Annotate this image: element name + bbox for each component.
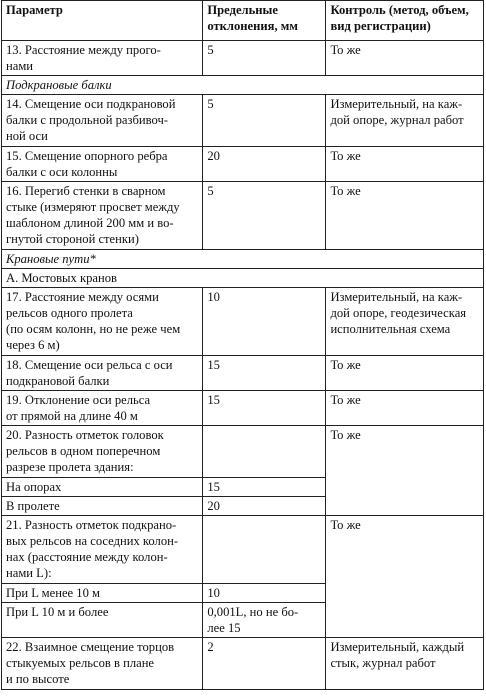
row22-ctrl: Измерительный, каждый стык, журнал работ [326, 638, 484, 690]
section-crane-tracks: Крановые пути* [2, 250, 484, 269]
row16-param: 16. Перегиб стенки в сварном стыке (измеряют просвет между шаблоном длиной 200 мм и во- гнутой стороной стенки) [2, 182, 203, 250]
section-crane-beams: Подкрановые балки [2, 76, 484, 95]
row13-dev: 5 [203, 41, 326, 76]
table-row [2, 288, 484, 356]
table-row [2, 95, 484, 147]
row21-ctrl: То же [326, 516, 484, 638]
section-row [2, 269, 484, 288]
row14-ctrl: Измерительный, на каж- дой опоре, журнал работ [326, 95, 484, 147]
row13-ctrl: То же [326, 41, 484, 76]
row20-param: 20. Разность отметок головок рельсов в одном поперечном разрезе пролета здания: [2, 426, 203, 478]
row21a-param: При L менее 10 м [2, 584, 203, 603]
row20b-param: В пролете [2, 497, 203, 516]
row22-param: 22. Взаимное смещение торцов стыкуемых рельсов в плане и по высоте [2, 638, 203, 690]
row18-ctrl: То же [326, 356, 484, 391]
row17-ctrl: Измерительный, на каж- дой опоре, геодезическая исполнительная схема [326, 288, 484, 356]
row15-dev: 20 [203, 147, 326, 182]
row20-dev [203, 426, 326, 478]
row20a-dev: 15 [203, 478, 326, 497]
row22-dev: 2 [203, 638, 326, 690]
tolerance-table [1, 0, 484, 690]
table-row [2, 41, 484, 76]
table-row [2, 516, 484, 584]
row20a-param: На опорах [2, 478, 203, 497]
row19-dev: 15 [203, 391, 326, 426]
row19-param: 19. Отклонение оси рельса от прямой на длине 40 м [2, 391, 203, 426]
table-row [2, 391, 484, 426]
header-deviations: Предельные отклонения, мм [203, 1, 326, 41]
table-header-row [2, 1, 484, 41]
section-row [2, 76, 484, 95]
table-row [2, 426, 484, 478]
header-parameter: Параметр [2, 1, 203, 41]
row13-param: 13. Расстояние между прого- нами [2, 41, 203, 76]
row14-param: 14. Смещение оси подкрановой балки с продольной разбивоч- ной оси [2, 95, 203, 147]
row20b-dev: 20 [203, 497, 326, 516]
row19-ctrl: То же [326, 391, 484, 426]
row20-ctrl: То же [326, 426, 484, 516]
table-row [2, 356, 484, 391]
row21b-param: При L 10 м и более [2, 603, 203, 638]
section-row [2, 250, 484, 269]
row21b-dev: 0,001L, но не бо- лее 15 [203, 603, 326, 638]
row21-param: 21. Разность отметок подкрано- вых рельсов на соседних колон- нах (расстояние между колон- нами L): [2, 516, 203, 584]
row16-dev: 5 [203, 182, 326, 250]
table-row [2, 638, 484, 690]
row18-dev: 15 [203, 356, 326, 391]
subsection-bridge-cranes: А. Мостовых кранов [2, 269, 484, 288]
row17-dev: 10 [203, 288, 326, 356]
row17-param: 17. Расстояние между осями рельсов одного пролета (по осям колонн, но не реже чем через 6 м) [2, 288, 203, 356]
row18-param: 18. Смещение оси рельса с оси подкрановой балки [2, 356, 203, 391]
row21-dev [203, 516, 326, 584]
header-control: Контроль (метод, объем, вид регистрации) [326, 1, 484, 41]
row15-param: 15. Смещение опорного ребра балки с оси колонны [2, 147, 203, 182]
row21a-dev: 10 [203, 584, 326, 603]
row15-ctrl: То же [326, 147, 484, 182]
table-row [2, 147, 484, 182]
row14-dev: 5 [203, 95, 326, 147]
row16-ctrl: То же [326, 182, 484, 250]
table-row [2, 182, 484, 250]
